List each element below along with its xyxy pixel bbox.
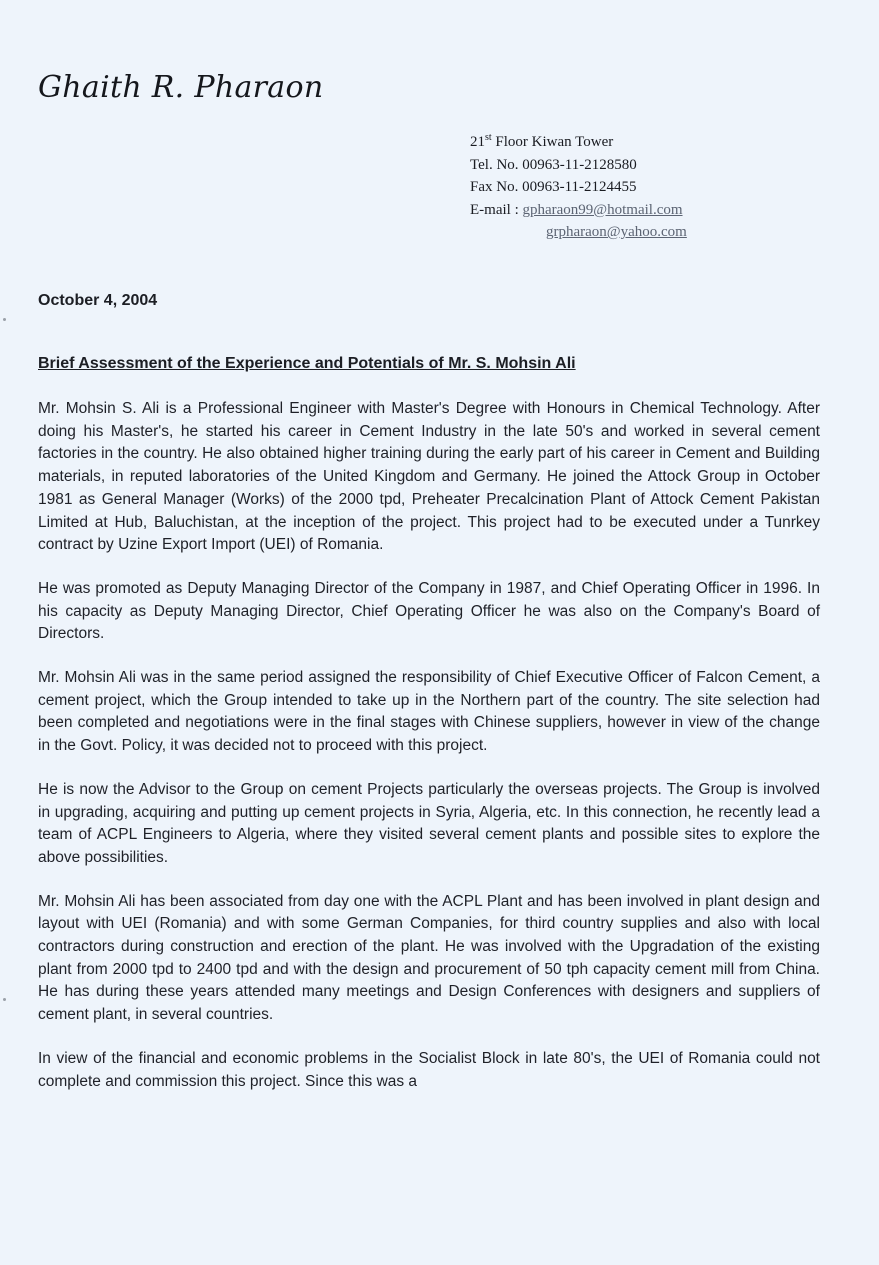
- scan-speck: [3, 318, 6, 321]
- letter-body: [38, 398, 820, 1114]
- email-line-secondary: [470, 221, 687, 244]
- body-paragraph: Mr. Mohsin Ali was in the same period assigned the responsibility of Chief Executive Officer of Falcon Cement, a cement project, which the Group intended to take up in the Northern part of the country. The site selection had been completed and negotiations were in the final stages with Chinese suppliers, however in view of the change in the Govt. Policy, it was decided not to proceed with this project.: [38, 669, 820, 755]
- body-paragraph: Mr. Mohsin Ali has been associated from day one with the ACPL Plant and has been involved in plant design and layout with UEI (Romania) and with some German Companies, for third country supplies and also with local contractors during construction and erection of the plant. He was involved with the Upgradation of the existing plant from 2000 tpd to 2400 tpd and with the design and procurement of 50 tph capacity cement mill from China. He has during these years attended many meetings and Design Conferences with designers and suppliers of cement plant, in several countries.: [38, 892, 820, 1024]
- body-paragraph: In view of the financial and economic problems in the Socialist Block in late 80's, the UEI of Romania could not complete and commission this project. Since this was a: [38, 1049, 820, 1090]
- fax-number: Fax No. 00963-11-2124455: [470, 179, 637, 195]
- email-label: E-mail :: [470, 201, 523, 218]
- address-floor: [470, 131, 687, 154]
- telephone-number: Tel. No. 00963-11-2128580: [470, 156, 637, 173]
- scan-speck: [3, 998, 6, 1001]
- body-paragraph: He was promoted as Deputy Managing Director of the Company in 1987, and Chief Operating Officer in 1996. In his capacity as Deputy Managing Director, Chief Operating Officer he was also on the Company's Board of Directors.: [38, 579, 820, 643]
- address-floor-number: 21: [470, 134, 485, 150]
- address-floor-suffix: st: [485, 132, 492, 143]
- email-link-primary[interactable]: gpharaon99@hotmail.com: [522, 201, 683, 218]
- address-floor-text: Floor Kiwan Tower: [491, 134, 614, 150]
- body-paragraph: He is now the Advisor to the Group on cement Projects particularly the overseas projects. The Group is involved in upgrading, acquiring and putting up cement projects in Syria, Algeria, etc. In this connection, he recently lead a team of ACPL Engineers to Algeria, where they visited several cement plants and possible sites to explore the above possibilities.: [38, 780, 820, 866]
- email-line: [470, 199, 687, 222]
- body-paragraph: Mr. Mohsin S. Ali is a Professional Engineer with Master's Degree with Honours in Chemical Technology. After doing his Master's, he started his career in Cement Industry in the late 50's and worked in several cement factories in the country. He also obtained higher training during the early part of his career in Cement and Building materials, in reputed laboratories of the United Kingdom and Germany. He joined the Attock Group in October 1981 as General Manager (Works) of the 2000 tpd, Preheater Precalcination Plant of Attock Cement Pakistan Limited at Hub, Baluchistan, at the inception of the project. This project had to be executed under a Tunrkey contract by Uzine Export Import (UEI) of Romania.: [38, 400, 820, 554]
- letterhead-name: Ghaith R. Pharaon: [38, 70, 324, 105]
- letter-date: October 4, 2004: [38, 292, 158, 309]
- letter-subject: Brief Assessment of the Experience and Potentials of Mr. S. Mohsin Ali: [38, 355, 576, 372]
- letterhead-address: [470, 131, 687, 244]
- email-link-secondary[interactable]: grpharaon@yahoo.com: [546, 224, 687, 240]
